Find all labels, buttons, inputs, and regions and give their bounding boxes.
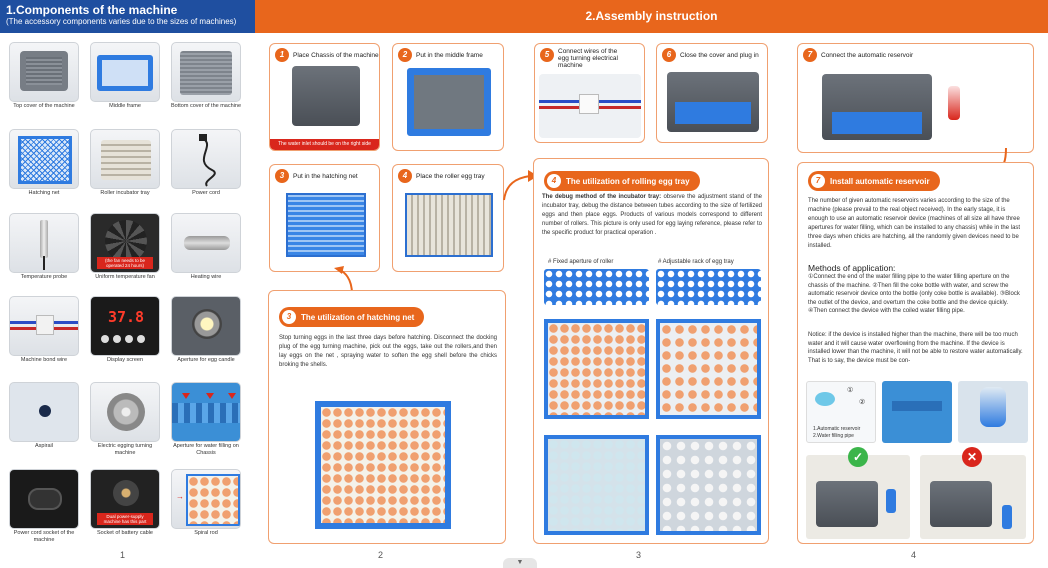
page-number-2: 2: [378, 550, 384, 560]
step-1-card: [269, 43, 380, 151]
rolling-instructions: The debug method of the incubator tray: observe the adjustment stand of the incubator tray, debug the distance between tubes according to the size of fertilized eggs and then place eggs. Products of various models correspond to different number of rollers. This picture is only used for egg laying reference, please refer to the specific product for practical operation .: [542, 194, 762, 236]
spiral-rod-icon: →: [171, 469, 241, 529]
turning-motor-icon: [90, 382, 160, 442]
hatching-net-icon: [9, 129, 79, 189]
components-header: [0, 0, 255, 33]
reservoir-step-image-3: [958, 381, 1028, 443]
page-number-3: 3: [636, 550, 642, 560]
component-water-aperture: Aperture for water filling on Chassis: [171, 382, 241, 468]
component-bond-wire: Machine bond wire: [9, 296, 79, 382]
battery-socket-icon: Dual power-supply machine has this part: [90, 469, 160, 529]
step-number: 4: [398, 169, 412, 183]
rollers-eggs-white: [656, 435, 761, 535]
closed-incubator-image: [667, 72, 759, 132]
step-title: Place the roller egg tray: [416, 172, 485, 180]
rollers-eggs-brown-small: [544, 319, 649, 419]
component-temperature-probe: Temperature probe: [9, 213, 79, 299]
step-title: Connect the automatic reservoir: [821, 51, 914, 59]
bond-wire-icon: [9, 296, 79, 356]
check-icon: ✓: [848, 447, 868, 467]
component-power-socket: Power cord socket of the machine: [9, 469, 79, 555]
hatching-net-eggs-image: [315, 401, 451, 529]
step-4-card: [392, 164, 504, 272]
step-title: Put in the middle frame: [416, 51, 483, 59]
step-number: 2: [398, 48, 412, 62]
hatching-net-image: [286, 193, 366, 257]
step-3-card: [269, 164, 380, 272]
cross-icon: ✕: [962, 447, 982, 467]
hatching-net-section: [268, 290, 506, 544]
water-inlet-note: The water inlet should be on the right side: [270, 139, 379, 150]
component-fan: (the fan needs to be operated 24 hours) Uniform temperature fan: [90, 213, 160, 299]
fixed-aperture-image: [544, 269, 649, 305]
reservoir-section: [797, 162, 1034, 544]
display-readout: 37.8: [107, 308, 145, 326]
component-power-cord: Power cord: [171, 129, 241, 215]
reservoir-intro: The number of given automatic reservoirs varies according to the size of the machine (please prevail to the real object received). In the early stage, it is enough to use an automatic reservoir device (machines of all size all have three apertures for water filling, which can be installed to any chassis) while in the last three days when chicks are hatching, all the randomly given devices need to be installed.: [808, 198, 1021, 249]
step-6-card: [656, 43, 768, 143]
assembly-header: 2.Assembly instruction: [255, 0, 1048, 33]
reservoir-section-title: 7 Install automatic reservoir: [808, 171, 940, 191]
component-egg-candle: Aperture for egg candle: [171, 296, 241, 382]
heating-wire-icon: [171, 213, 241, 273]
bottom-cover-icon: [171, 42, 241, 102]
step-number: 3: [275, 169, 289, 183]
display-screen-icon: [90, 296, 160, 356]
step-title: Place Chassis of the machine: [293, 51, 379, 59]
step-number: 7: [803, 48, 817, 62]
chassis-image: [292, 66, 360, 126]
part-marker-2: ②: [859, 399, 866, 406]
scroll-down-indicator[interactable]: ▼: [503, 558, 537, 568]
step-7-card: [797, 43, 1034, 153]
hatching-instructions: Stop turning eggs in the last three days before hatching. Disconnect the docking plug of the egg turning machine, pick out the eggs, take out the rollers,and then lay eggs on the net , spraying water to soften the egg shell before the chicks broking the shells.: [279, 335, 497, 368]
component-spiral-rod: → Spiral rod: [171, 469, 241, 555]
page-number-1: 1: [120, 550, 126, 560]
power-cord-icon: [171, 129, 241, 189]
step-number: 1: [275, 48, 289, 62]
component-bottom-cover: Bottom cover of the machine: [171, 42, 241, 128]
middle-frame-image: [407, 68, 491, 136]
component-turning-motor: Electric egging turning machine: [90, 382, 160, 468]
hatching-section-title: 3 The utilization of hatching net: [279, 307, 424, 327]
components-subtitle: (The accessory components varies due to the sizes of machines): [6, 17, 237, 26]
legend-reservoir: 1.Automatic reservoir: [813, 426, 861, 432]
socket-icon: [9, 469, 79, 529]
roller-tray-image: [405, 193, 493, 257]
temperature-probe-icon: [9, 213, 79, 273]
component-top-cover: Top cover of the machine: [9, 42, 79, 128]
correct-install-image: [806, 450, 910, 539]
fan-icon: (the fan needs to be operated 24 hours): [90, 213, 160, 273]
component-roller-tray: Roller incubator tray: [90, 129, 160, 215]
component-display-screen: 37.8 Display screen: [90, 296, 160, 382]
adjustable-rack-label: # Adjustable rack of egg tray: [658, 259, 734, 265]
reservoir-bottle-image: [948, 86, 960, 120]
roller-tray-icon: [90, 129, 160, 189]
water-aperture-icon: [171, 382, 241, 442]
components-title: 1.Components of the machine: [6, 3, 178, 17]
page-number-4: 4: [911, 550, 917, 560]
middle-frame-icon: [90, 42, 160, 102]
wire-connect-image: [539, 74, 641, 138]
step-2-card: [392, 43, 504, 151]
egg-candle-icon: [171, 296, 241, 356]
step-5-card: [534, 43, 645, 143]
legend-water-pipe: 2.Water filling pipe: [813, 433, 854, 439]
reservoir-connected-image: [822, 74, 932, 140]
rolling-tray-section: [533, 158, 769, 544]
component-heating-wire: Heating wire: [171, 213, 241, 299]
reservoir-parts-image: [806, 381, 876, 443]
step-number: 6: [662, 48, 676, 62]
reservoir-step-image-2: [882, 381, 952, 443]
notice-text: Notice: if the device is installed higher than the machine, there will be too much water and it will cause water overflowing from the machine. If the device is installed lower than the machine, it will not be able to restore water automatically. That is to say, the device must be con-: [808, 332, 1023, 364]
methods-title: Methods of application:: [808, 263, 896, 273]
component-aspirail: Aspirail: [9, 382, 79, 468]
step-number: 5: [540, 48, 554, 62]
rollers-eggs-brown-large: [656, 319, 761, 419]
methods-text: ①Connect the end of the water filling pipe to the water filling aperture on the chassis of the machine. ②Then fill the coke bottle with water, and screw the automatic reservoir device onto the bottle (only coke bottle is available). ③Block the outlet of the device, and overturn the coke bottle and the device quickly. ④Then connect the device with the coiled water filling pipe.: [808, 274, 1020, 315]
rollers-eggs-blue: [544, 435, 649, 535]
incorrect-install-image: [920, 450, 1026, 539]
aspirail-icon: [9, 382, 79, 442]
part-marker-1: ①: [847, 387, 854, 394]
machine-top-cover-icon: [9, 42, 79, 102]
component-middle-frame: Middle frame: [90, 42, 160, 128]
step-title: Put in the hatching net: [293, 172, 358, 180]
step-title: Connect wires of the egg turning electrical machine: [558, 48, 618, 69]
rolling-section-title: 4 The utilization of rolling egg tray: [544, 171, 700, 191]
fixed-aperture-label: # Fixed aperture of roller: [548, 259, 614, 265]
component-battery-socket: Dual power-supply machine has this part Socket of battery cable: [90, 469, 160, 555]
adjustable-rack-image: [656, 269, 761, 305]
component-hatching-net: Hatching net: [9, 129, 79, 215]
step-title: Close the cover and plug in: [680, 51, 759, 59]
